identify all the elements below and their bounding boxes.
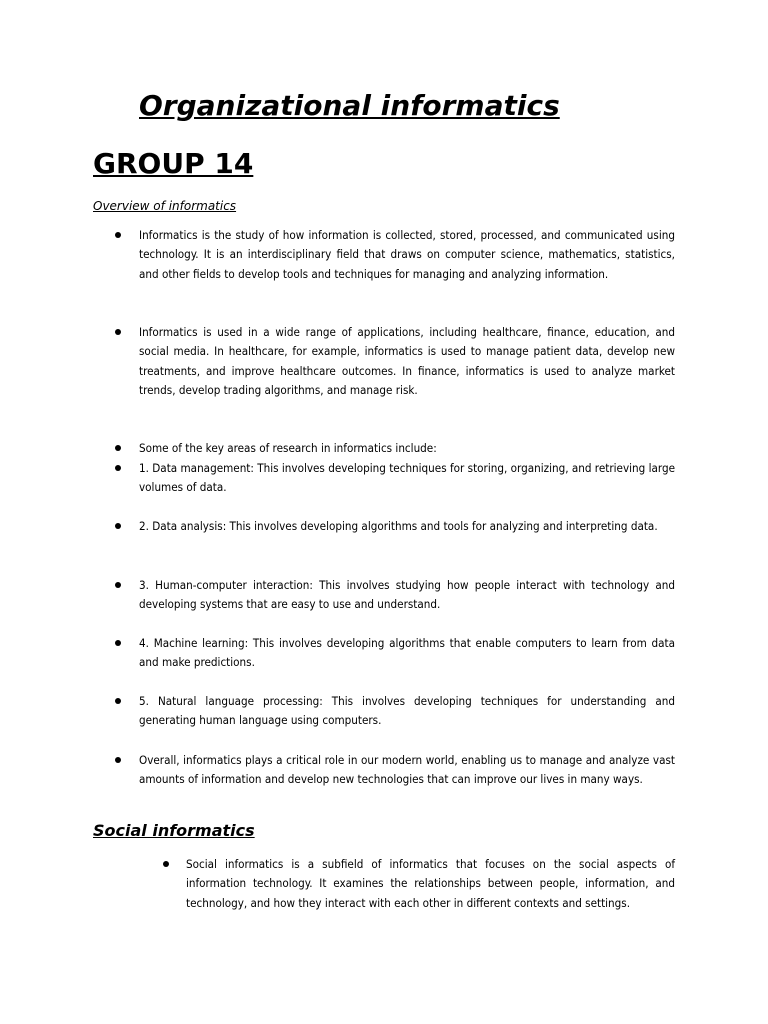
bullet-icon [115, 465, 121, 471]
list-item-text: Overall, informatics plays a critical role in our modern world, enabling us to manage and analyze vast amounts of information and develop new technologies that can improve our lives in many ways. [139, 753, 675, 787]
bullet-icon [115, 582, 121, 588]
list-item-text: 3. Human-computer interaction: This involves studying how people interact with technology and developing systems that are easy to use and understand. [139, 578, 675, 612]
bullet-icon [115, 523, 121, 529]
group-title: GROUP 14 [93, 147, 254, 180]
bullet-icon [115, 232, 121, 238]
list-item-text: 2. Data analysis: This involves developing algorithms and tools for analyzing and interpreting data. [139, 519, 658, 533]
list-item [139, 459, 675, 498]
bullet-icon [115, 329, 121, 335]
list-item-text: Informatics is the study of how information is collected, stored, processed, and communicated using technology. It is an interdisciplinary field that draws on computer science, mathematics, statistics, and other fields to develop tools and techniques for managing and analyzing information. [139, 228, 675, 281]
bullet-icon [163, 861, 169, 867]
document-title: Organizational informatics [139, 89, 560, 122]
list-item-text: 4. Machine learning: This involves developing algorithms that enable computers to learn from data and make predictions. [139, 636, 675, 670]
list-item-text: 5. Natural language processing: This involves developing techniques for understanding and generating human language using computers. [139, 694, 675, 728]
bullet-icon [115, 757, 121, 763]
list-item [139, 692, 675, 731]
list-item [139, 751, 675, 790]
list-item [139, 226, 675, 284]
list-item-text: Some of the key areas of research in informatics include: [139, 441, 437, 455]
list-item [186, 855, 675, 913]
overview-heading: Overview of informatics [93, 199, 237, 213]
bullet-icon [115, 640, 121, 646]
list-item [139, 576, 675, 615]
list-item [139, 634, 675, 673]
bullet-icon [115, 698, 121, 704]
bullet-icon [115, 445, 121, 451]
list-item [139, 439, 675, 458]
list-item-text: Informatics is used in a wide range of applications, including healthcare, finance, education, and social media. In healthcare, for example, informatics is used to manage patient data, develop new treatments, and improve healthcare outcomes. In finance, informatics is used to analyze market trends, develop trading algorithms, and manage risk. [139, 325, 675, 397]
list-item [139, 517, 675, 536]
list-item-text: 1. Data management: This involves developing techniques for storing, organizing, and retrieving large volumes of data. [139, 461, 675, 495]
list-item-text: Social informatics is a subfield of informatics that focuses on the social aspects of information technology. It examines the relationships between people, information, and technology, and how they interact with each other in different contexts and settings. [186, 857, 675, 910]
social-informatics-heading: Social informatics [93, 821, 255, 840]
list-item [139, 323, 675, 400]
